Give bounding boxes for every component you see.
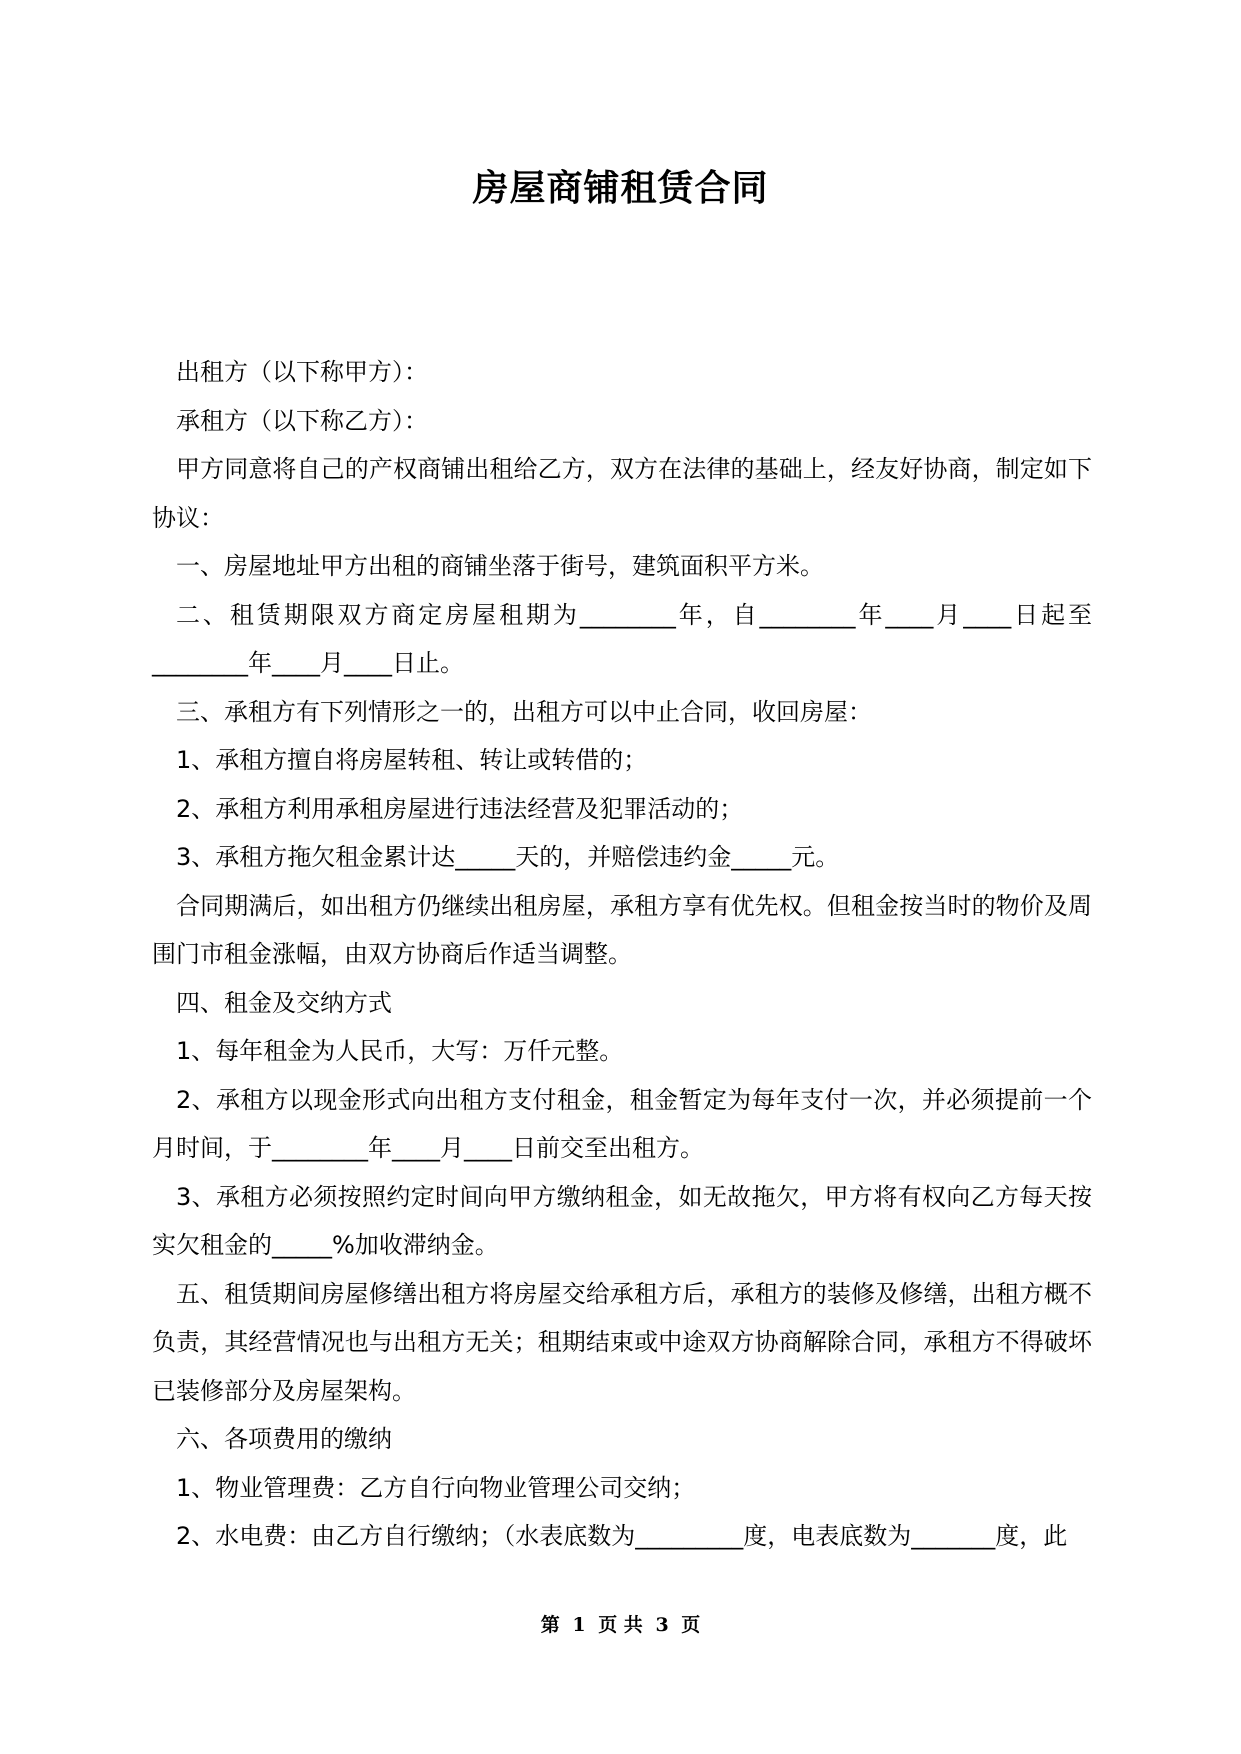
page-footer (0, 1610, 1241, 1637)
total-pages-number: 3 (655, 1614, 669, 1636)
document-title: 房屋商铺租赁合同 (472, 168, 769, 209)
paragraph-clause-4-item-3: 3、承租方必须按照约定时间向甲方缴纳租金，如无故拖欠，甲方将有权向乙方每天按实欠租金的_____%加收滞纳金。 (152, 1182, 1092, 1259)
paragraph-clause-1: 一、房屋地址甲方出租的商铺坐落于街号，建筑面积平方米。 (176, 552, 824, 580)
paragraph-clause-6-item-1: 1、物业管理费：乙方自行向物业管理公司交纳； (176, 1473, 696, 1502)
paragraph-clause-4-item-1: 1、每年租金为人民币，大写：万仟元整。 (176, 1037, 624, 1065)
paragraph-intro: 甲方同意将自己的产权商铺出租给乙方，双方在法律的基础上，经友好协商，制定如下协议： (152, 455, 1092, 532)
paragraph-renewal: 合同期满后，如出租方仍继续出租房屋，承租方享有优先权。但租金按当时的物价及周围门市租金涨幅，由双方协商后作适当调整。 (152, 891, 1092, 968)
page-label-mid: 页 共 (598, 1614, 643, 1636)
paragraph-clause-4-item-2: 2、承租方以现金形式向出租方支付租金，租金暂定为每年支付一次，并必须提前一个月时间，于________年____月____日前交至出租方。 (152, 1085, 1092, 1162)
paragraph-clause-3-item-3: 3、承租方拖欠租金累计达_____天的，并赔偿违约金_____元。 (176, 843, 840, 871)
page-label-prefix: 第 (540, 1614, 560, 1636)
paragraph-lessee: 承租方（以下称乙方）： (176, 406, 428, 435)
paragraph-clause-6: 六、各项费用的缴纳 (176, 1425, 392, 1453)
paragraph-clause-6-item-2: 2、水电费：由乙方自行缴纳；（水表底数为_________度，电表底数为_______度，此 (176, 1522, 1068, 1550)
page-label-suffix: 页 (681, 1614, 701, 1636)
paragraph-clause-3-item-1: 1、承租方擅自将房屋转租、转让或转借的； (176, 746, 648, 774)
paragraph-lessor: 出租方（以下称甲方）： (176, 358, 428, 386)
paragraph-clause-2: 二、租赁期限双方商定房屋租期为________年，自________年____月____日起至________年____月____日止。 (152, 600, 1092, 677)
paragraph-clause-4: 四、租金及交纳方式 (176, 988, 392, 1017)
paragraph-clause-5: 五、租赁期间房屋修缮出租方将房屋交给承租方后，承租方的装修及修缮，出租方概不负责，其经营情况也与出租方无关；租期结束或中途双方协商解除合同，承租方不得破坏已装修部分及房屋架构。 (152, 1279, 1092, 1405)
document-body (152, 348, 1092, 1561)
paragraph-clause-3-item-2: 2、承租方利用承租房屋进行违法经营及犯罪活动的； (176, 794, 744, 823)
paragraph-clause-3: 三、承租方有下列情形之一的，出租方可以中止合同，收回房屋： (176, 697, 872, 726)
current-page-number: 1 (572, 1614, 586, 1636)
